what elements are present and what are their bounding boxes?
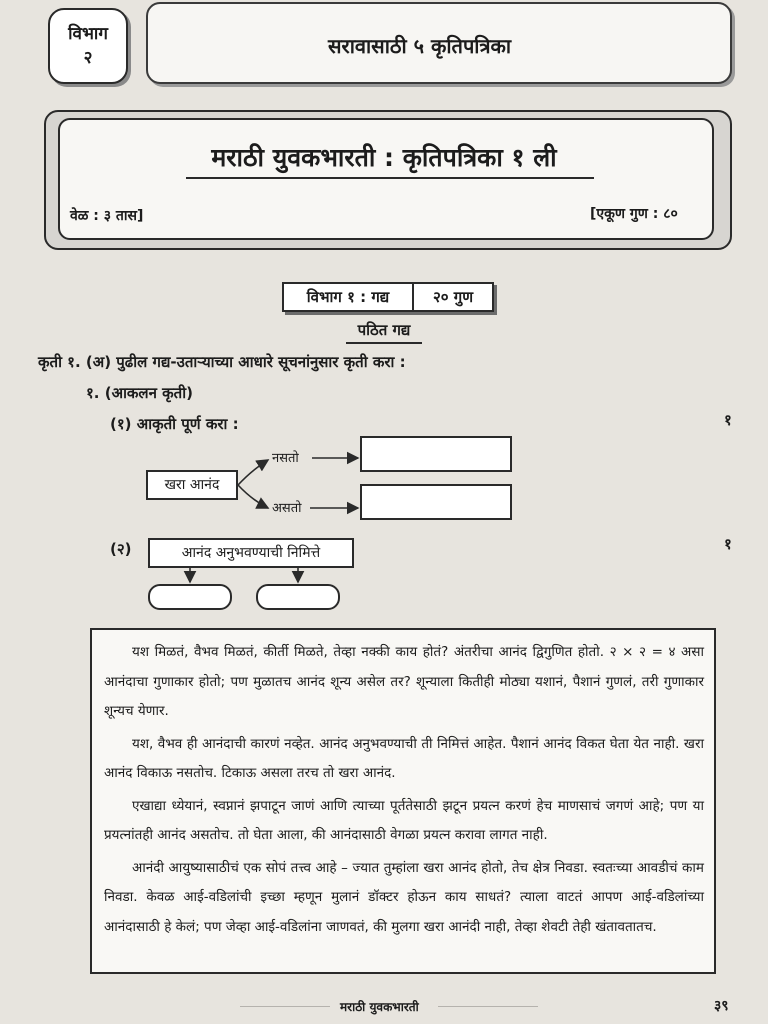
section-tab-label: विभाग	[68, 24, 108, 44]
total-marks-label: [एकूण गुण : ८०	[590, 206, 678, 222]
question-item-1: (१) आकृती पूर्ण करा :	[110, 415, 239, 433]
page-number: ३९	[714, 998, 729, 1014]
passage-paragraph-1: यश मिळतं, वैभव मिळतं, कीर्ती मिळते, तेव्हा नक्की काय होतं? अंतरीचा आनंद द्विगुणित होतो. २ × २ = ४ असा आनंदाचा गुणाकार होतो; पण मुळातच आनंद शून्य असेल तर? शून्याला कितीही मोठ्या यशानं, पैशानं गुणलं, तरी गुणाकार शून्यच येणार.	[104, 644, 704, 719]
branch-bottom-arrow	[238, 485, 268, 508]
section-tab-number: २	[83, 48, 93, 68]
branch-top-label: नसतो	[272, 451, 299, 466]
section-badge-marks: २० गुण	[432, 288, 474, 306]
time-label: वेळ : ३ तास]	[70, 208, 144, 224]
branch-bottom-label: असतो	[272, 501, 302, 516]
diagram2-center-box: आनंद अनुभवण्याची निमित्ते	[148, 538, 354, 568]
answer-box-top[interactable]	[360, 436, 512, 472]
answer-box-bottom[interactable]	[360, 484, 512, 520]
banner-text: सरावासाठी ५ कृतिपत्रिका	[328, 34, 512, 58]
page-title: मराठी युवकभारती : कृतिपत्रिका १ ली	[211, 143, 557, 172]
answer-oval-right[interactable]	[256, 584, 340, 610]
footer-divider-left	[240, 1006, 330, 1007]
diagram1-center-box: खरा आनंद	[146, 470, 238, 500]
footer-divider-right	[438, 1006, 538, 1007]
passage-paragraph-4: आनंदी आयुष्यासाठीचं एक सोपं तत्त्व आहे – ज्यात तुम्हांला खरा आनंद होतो, तेच क्षेत्र निवडा. स्वतःच्या आवडीचं काम निवडा. केवळ आई-वडिलांची इच्छा म्हणून मुलानं डॉक्टर होऊन काय साधतं? त्याला वाटतं आपण आई-वडिलांच्या आनंदासाठी हे केलं; पण जेव्हा आई-वडिलांना जाणवतं, की मुलगा खरा आनंदी नाही, तेव्हा शेवटी तेही खंतावतातच.	[104, 859, 704, 935]
answer-oval-left[interactable]	[148, 584, 232, 610]
section-badge-part: विभाग १ : गद्य	[284, 284, 414, 310]
passage-paragraph-2: यश, वैभव ही आनंदाची कारणं नव्हेत. आनंद अनुभवण्याची ती निमित्तं आहेत. पैशानं आनंद विकत घेता येत नाही. खरा आनंद विकाऊ नसतोच. टिकाऊ असला तरच तो खरा आनंद.	[104, 735, 704, 781]
item-2-marks: १	[724, 535, 732, 553]
question-sub: १. (आकलन कृती)	[86, 384, 193, 402]
question-item-2-number: (२)	[110, 540, 132, 558]
passage-box	[90, 628, 716, 974]
branch-top-arrow	[238, 460, 268, 485]
question-main: कृती १. (अ) पुढील गद्य-उताऱ्याच्या आधारे सूचनांनुसार कृती करा :	[38, 353, 406, 371]
subheading: पठित गद्य	[357, 321, 411, 339]
footer-book-title: मराठी युवकभारती	[340, 1000, 419, 1014]
passage-paragraph-3: एखाद्या ध्येयानं, स्वप्नानं झपाटून जाणं आणि त्याच्या पूर्ततेसाठी झटून प्रयत्न करणं हेच माणसाचं जगणं आहे; पण या प्रयत्नांतही आनंद असतोच. तो घेता आला, की आनंदासाठी वेगळा प्रयत्न करावा लागत नाही.	[104, 797, 704, 843]
item-1-marks: १	[724, 411, 732, 429]
